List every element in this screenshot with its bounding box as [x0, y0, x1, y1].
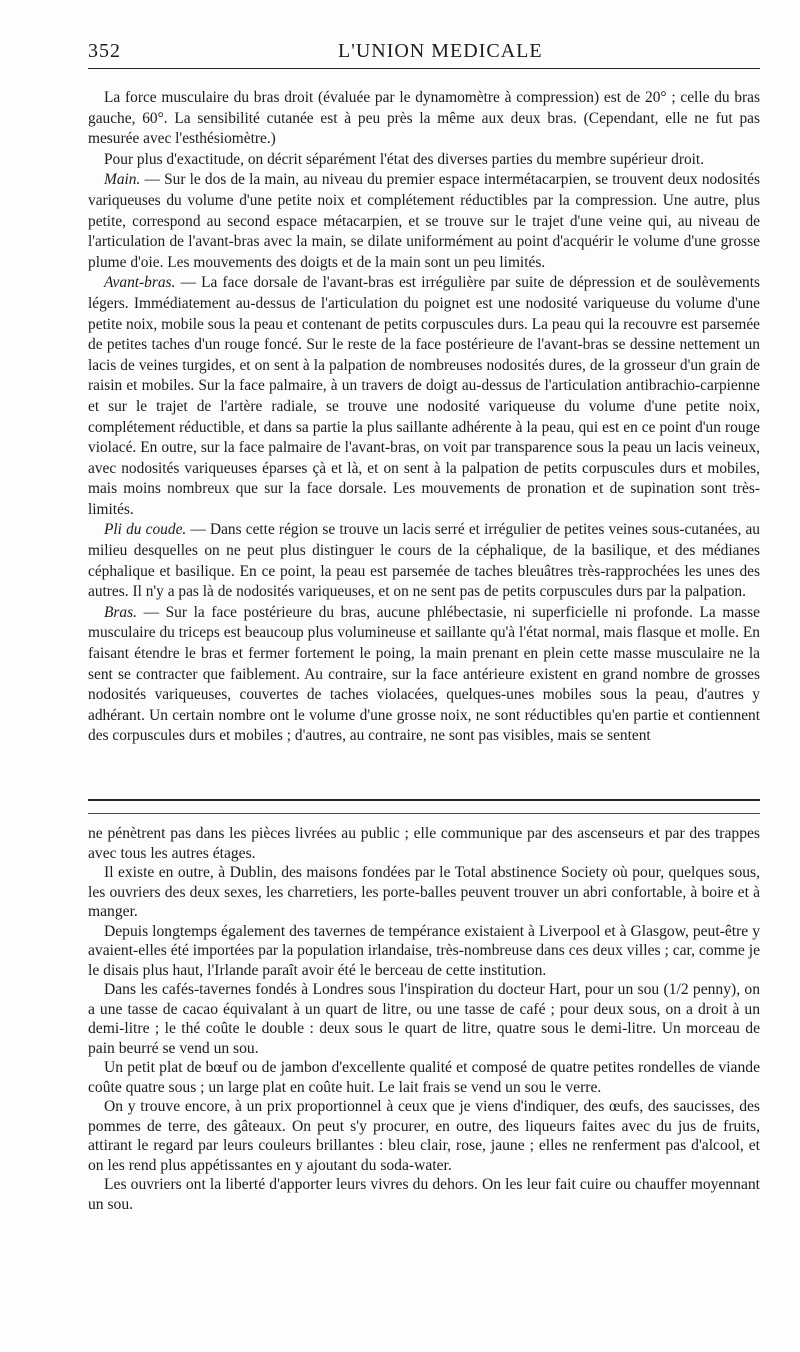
run-in-heading: Main. [104, 171, 141, 189]
paragraph: Dans les cafés-tavernes fondés à Londres sous l'inspiration du docteur Hart, pour un sou (1/2 penny), on a une tasse de cacao équivalant à un quart de litre, ou une tasse de café ; pour deux sous, on a droit à un demi-litre ; le thé coûte le double : deux sous le quart de litre, quatre sous le demi-litre. Un morceau de pain beurré se vend un sou. [88, 981, 760, 1057]
feuilleton-section [88, 824, 760, 1294]
paragraph: Pour plus d'exactitude, on décrit séparément l'état des diverses parties du membre supérieur droit. [104, 150, 705, 168]
run-in-heading: Bras. [104, 603, 137, 621]
paragraph: La force musculaire du bras droit (évaluée par le dynamomètre à compression) est de 20° ; celle du bras gauche, 60°. La sensibilité cutanée est à peu près la même aux deux bras. (Cependant, elle ne fut pas mesurée avec l'esthésiomètre.) [88, 89, 760, 148]
paragraph: Depuis longtemps également des tavernes de tempérance existaient à Liverpool et à Glasgow, peut-être y avaient-elles été importées par la population irlandaise, très-nombreuse dans ces deux villes ; car, comme je le disais plus haut, l'Irlande paraît avoir été le berceau de cette institution. [88, 922, 760, 979]
paragraph: Main. — Sur le dos de la main, au niveau du premier espace intermétacarpien, se trouvent deux nodosités variqueuses du volume d'une petite noix et complétement réductibles par la compression. Une autre, plus petite, correspond au second espace métacarpien, et se trouve sur le trajet d'une veine qui, au niveau de l'articulation de l'avant-bras avec la main, se dilate uniformément au point d'acquérir le volume d'une grosse plume d'oie. Les mouvements des doigts et de la main sont un peu limités. [88, 171, 760, 271]
paragraph: Il existe en outre, à Dublin, des maisons fondées par le Total abstinence Society où pour, quelques sous, les ouvriers des deux sexes, les charretiers, les porte-balles peuvent trouver un abri confortable, à boire et à manger. [88, 864, 760, 920]
paragraph: Avant-bras. — La face dorsale de l'avant-bras est irrégulière par suite de dépression et de soulèvements légers. Immédiatement au-dessus de l'articulation du poignet est une nodosité variqueuse du volume d'une petite noix, mobile sous la peau et contenant de petits corpuscules durs. La peau qui la recouvre est parsemée de petites taches d'un rouge foncé. Sur le reste de la face postérieure de l'avant-bras se dessine nettement un lacis de veines turgides, et on sent à la palpation de nombreuses nodosités dures, de la grosseur d'un grain de raisin et mobiles. Sur la face palmaire, à un travers de doigt au-dessus de l'articulation antibrachio-carpienne et sur le trajet de l'artère radiale, se trouve une nodosité variqueuse du volume d'une petite noix, complétement réductible, et dans sa partie la plus saillante adhérente à la peau, qui est en ce point d'un rouge violacé. En outre, sur la face palmaire de l'avant-bras, on voit par transparence sous la peau un lacis veineux, avec nodosités variqueuses éparses çà et là, et on sent à la palpation de petits corpuscules durs et mobiles, mais moins nombreux que sur la face dorsale. Les mouvements de pronation et de supination sont très-limités. [88, 274, 760, 518]
run-in-heading: Pli du coude. [104, 521, 187, 539]
paragraph: Un petit plat de bœuf ou de jambon d'excellente qualité et composé de quatre petites rondelles de viande coûte quatre sous ; un large plat en coûte huit. Le lait frais se vend un sou le verre. [88, 1059, 760, 1096]
header-rule [88, 68, 760, 69]
paragraph: Les ouvriers ont la liberté d'apporter leurs vivres du dehors. On les leur fait cuire ou chauffer moyennant un sou. [88, 1176, 760, 1213]
page-number: 352 [88, 40, 121, 62]
paragraph: Bras. — Sur la face postérieure du bras, aucune phlébectasie, ni superficielle ni profonde. La masse musculaire du triceps est beaucoup plus volumineuse et saillante qu'à l'état normal, mais flasque et molle. En faisant étendre le bras et fermer fortement le poing, la main prenant en plein cette masse musculaire ne la sent se contracter que faiblement. Au contraire, sur la face antérieure existent en grand nombre de grosses nodosités variqueuses, couvertes de taches violacées, quelques-unes mobiles sous la peau, d'autres y adhérant. Un certain nombre ont le volume d'une grosse noix, ne sont réductibles qu'en partie et contiennent des corpuscules durs et mobiles ; d'autres, au contraire, ne sont pas visibles, mais se sentent [88, 603, 760, 745]
paragraph: Pli du coude. — Dans cette région se trouve un lacis serré et irrégulier de petites veines sous-cutanées, au milieu desquelles on ne peut plus distinguer le cours de la céphalique, de la basilique, et des médianes céphalique et basilique. En ce point, la peau est parsemée de taches bleuâtres très-rapprochées les unes des autres. Il n'y a pas là de nodosités variqueuses, et on ne sent pas de petits corpuscules durs par la palpation. [88, 521, 760, 601]
clinical-observation-section [88, 70, 760, 795]
page-header [88, 0, 760, 70]
section-divider [88, 799, 760, 814]
paragraph: ne pénètrent pas dans les pièces livrées au public ; elle communique par des ascenseurs et par des trappes avec tous les autres étages. [88, 825, 760, 862]
run-in-heading: Avant-bras. [104, 274, 176, 292]
paragraph: On y trouve encore, à un prix proportionnel à ceux que je viens d'indiquer, des œufs, des saucisses, des pommes de terre, des gâteaux. On peut s'y procurer, en outre, des liqueurs faites avec du jus de fruits, attirant le regard par leurs couleurs brillantes : bleu clair, rose, jaune ; elles ne renferment pas d'alcool, et on les rend plus appétissantes en y ajoutant du soda-water. [88, 1098, 760, 1174]
running-title: L'UNION MEDICALE [338, 40, 543, 62]
